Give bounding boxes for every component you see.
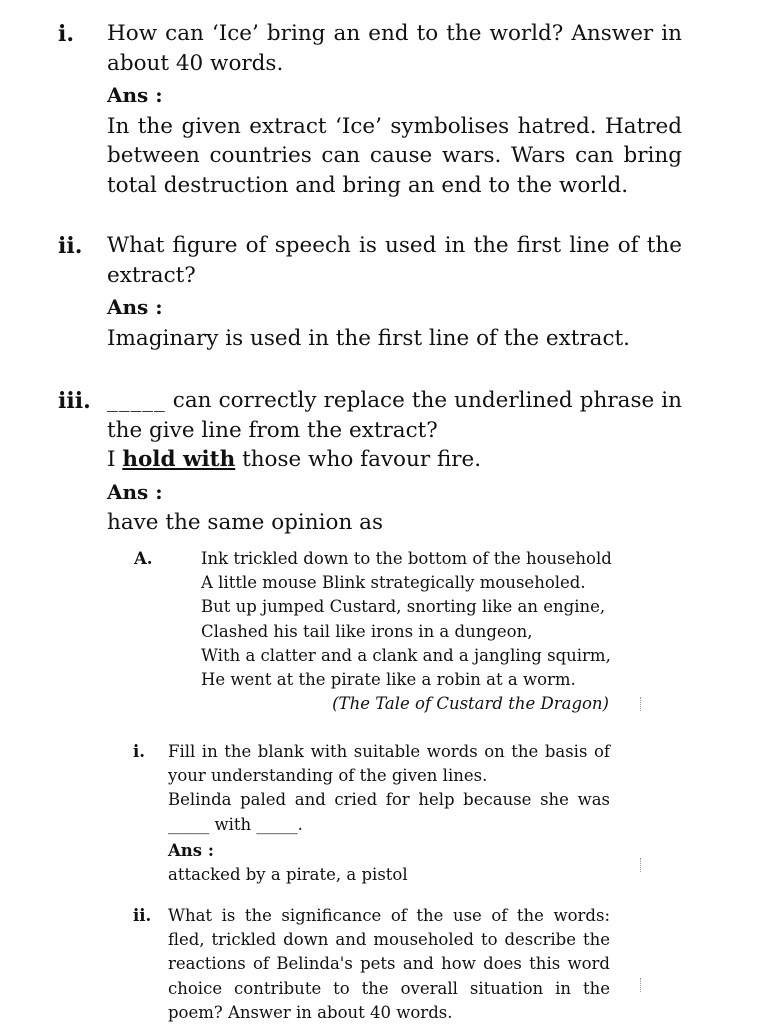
- question-1-text: How can ‘Ice’ bring an end to the world? Answer in about 40 words.: [107, 21, 682, 76]
- blank-with-word: with: [209, 814, 257, 834]
- margin-mark: [640, 858, 643, 872]
- question-1-number: i.: [58, 21, 75, 47]
- margin-mark: [640, 978, 643, 992]
- question-3-line-prefix: I: [107, 447, 123, 472]
- sub-question-1-blanks: [168, 813, 610, 837]
- question-3-ans-label: Ans :: [107, 479, 163, 504]
- question-1-body: [107, 19, 682, 200]
- poem-line: With a clatter and a clank and a jangling squirm,: [201, 645, 611, 665]
- sub-question-2-number: ii.: [133, 906, 152, 925]
- sub-question-1-text: Fill in the blank with suitable words on the basis of your understanding of the given lines.: [168, 742, 610, 786]
- sub-question-1-number: i.: [133, 742, 146, 761]
- sub-question-1-sentence: Belinda paled and cried for help because she was: [168, 790, 610, 810]
- question-3-blank: _____: [107, 388, 166, 413]
- question-3-underlined-phrase: hold with: [122, 447, 236, 472]
- blank-end: .: [297, 814, 303, 834]
- poem-line: But up jumped Custard, snorting like an engine,: [201, 597, 606, 617]
- sub-question-1: [168, 740, 610, 887]
- question-1-ans-label: Ans :: [107, 83, 163, 107]
- question-3-body: [107, 386, 682, 538]
- question-3-number: iii.: [58, 388, 91, 414]
- question-2-body: [107, 231, 682, 353]
- sub-question-1-ans-label: Ans :: [168, 840, 214, 860]
- question-3-text: [107, 386, 682, 445]
- question-2-number: ii.: [58, 233, 83, 259]
- sub-question-1-answer: attacked by a pirate, a pistol: [168, 865, 408, 885]
- question-2-answer: Imaginary is used in the first line of the extract.: [107, 325, 630, 351]
- margin-mark: [640, 697, 643, 711]
- question-1-answer: In the given extract ‘Ice’ symbolises hatred. Hatred between countries can cause wars. Wars can bring total destruction and bring an end to the world.: [107, 113, 682, 198]
- question-3-answer: have the same opinion as: [107, 510, 383, 535]
- extract-mark: A.: [134, 549, 153, 568]
- question-3-line: [107, 445, 682, 475]
- poem-line: Ink trickled down to the bottom of the household: [201, 549, 612, 568]
- question-3-question-rest: can correctly replace the underlined phrase in the give line from the extract?: [107, 388, 682, 443]
- question-2-text: What figure of speech is used in the first line of the extract?: [107, 233, 682, 288]
- blank-1: _____: [168, 814, 210, 834]
- blank-2: _____: [256, 814, 298, 834]
- extract-poem: [201, 547, 621, 716]
- poem-line: He went at the pirate like a robin at a worm.: [201, 670, 576, 690]
- poem-line: Clashed his tail like irons in a dungeon,: [201, 621, 533, 641]
- poem-source: (The Tale of Custard the Dragon): [332, 694, 609, 714]
- question-2-ans-label: Ans :: [107, 295, 163, 319]
- sub-question-2-text: What is the significance of the use of the words: fled, trickled down and mouseholed to describe the reactions of Belinda's pets and how does this word choice contribute to the overall situation in the poem? Answer in about 40 words.: [168, 906, 610, 1022]
- poem-line: A little mouse Blink strategically mouseholed.: [201, 573, 586, 593]
- question-3-line-suffix: those who favour fire.: [235, 447, 482, 472]
